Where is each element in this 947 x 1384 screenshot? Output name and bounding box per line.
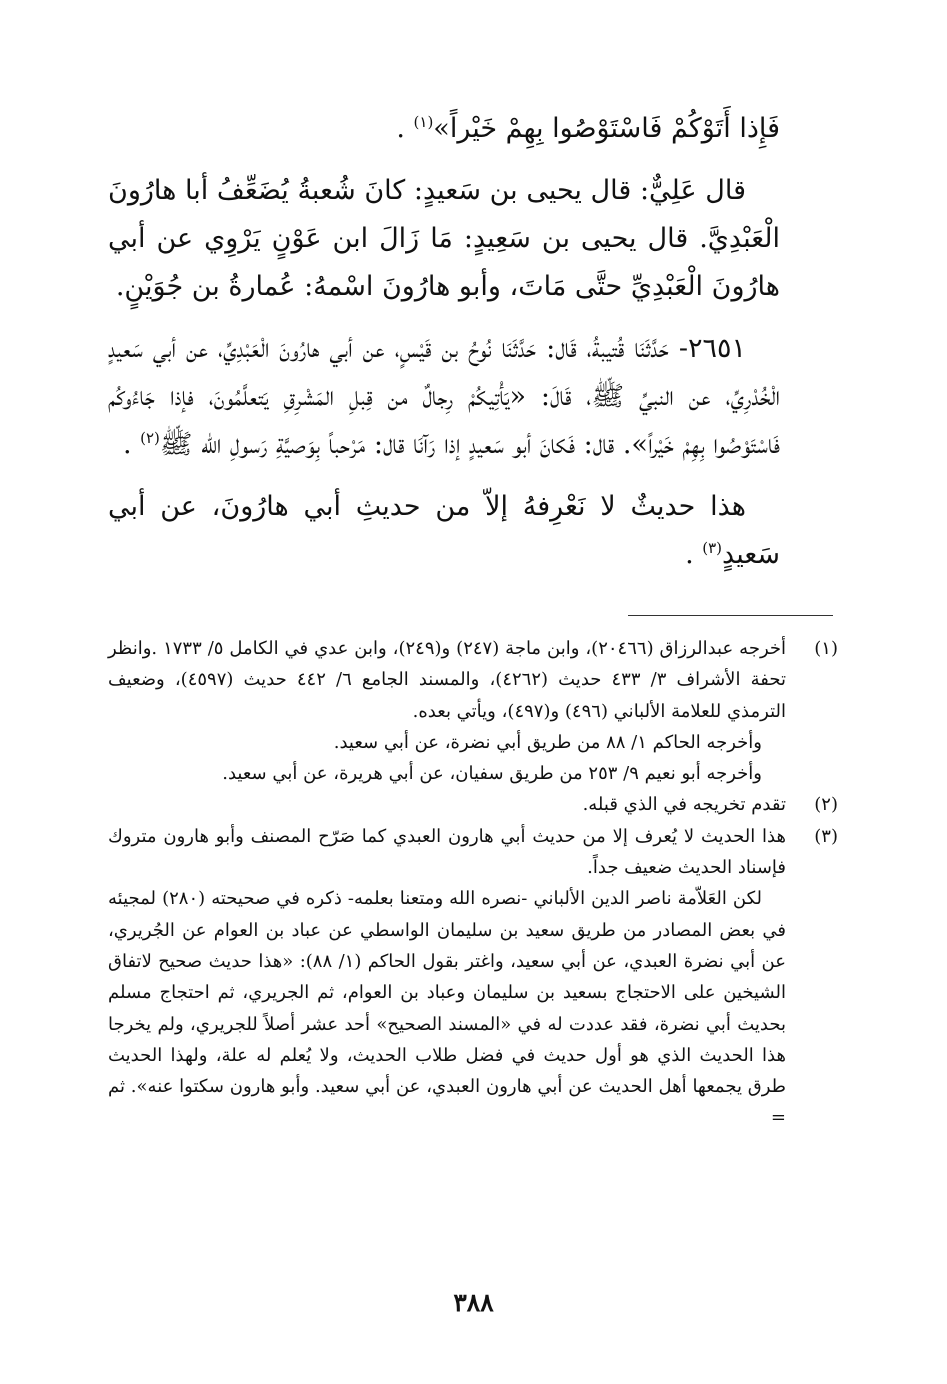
footnote-ref-3[interactable]: (٣) <box>702 539 723 557</box>
page-number: ٣٨٨ <box>453 1288 494 1317</box>
footnote-paragraph: لكن العَلاّمة ناصر الدين الألباني -نصره الله ومتعنا بعلمه- ذكره في صحيحته (٢٨٠) لمجيئه في بعض المصادر من طريق سعيد بن سليمان الواسطي عن عباد بن العوام عن الجُريري، عن أبي نضرة العبدي، عن أبي سعيد، واغتر بقول الحاكم (١/ ٨٨): «هذا حديث صحيح لاتفاق الشيخين على الاحتجاج بسعيد بن سليمان وعباد بن العوام، ثم الجريري، ثم احتجاج مسلم بحديث أبي نضرة، فقد عددت له في «المسند الصحيح» أحد عشر أصلاً للجريري، ولم يخرجا هذا الحديث الذي هو أول حديث في فضل طلاب الحديث، ولا يُعلم له علة، ولهذا الحديث طرق يجمعها أهل الحديث عن أبي هارون العبدي، عن أبي سعيد. وأبو هارون سكتوا عنه». ثم = <box>108 888 786 1129</box>
grading-paragraph: هذا حديثٌ لا نَعْرِفهُ إلاّ من حديثِ أبي هارُونَ، عن أبي سَعيدٍ$^{(٣)}$ . <box>108 491 780 570</box>
footnote-paragraph: هذا الحديث لا يُعرف إلا من حديث أبي هارون العبدي كما صَرّح المصنف وأبو هارون متروك فإسناد الحديث ضعيف جداً. <box>108 825 786 879</box>
footnote-ref-2[interactable]: (٢) <box>140 429 160 447</box>
commentary-paragraph: قال عَلِيٌّ: قال يحيى بن سَعيدٍ: كانَ شُعبةُ يُضَعِّفُ أبا هارُونَ الْعَبْدِيَّ. قال يحيى بن سَعِيدٍ: مَا زَالَ ابن عَوْنٍ يَرْوِي عن أبي هارُونَ الْعَبْدِيِّ حتَّى مَاتَ، وأبو هارُونَ اسْمهُ: عُمارةُ بن جُوَيْنٍ. <box>108 175 780 302</box>
footnote-1 <box>108 633 838 789</box>
footnote-2 <box>108 789 838 820</box>
footnotes <box>108 633 838 1134</box>
main-text <box>108 105 780 579</box>
hadith-2651: ٢٦٥١- حَدَّثَنَا قُتيبةُ، قَال: حَدَّثَنَا نُوحُ بن قَيْسٍ، عن أبي هارُونَ الْعَبْدِيِّ، عن أبي سَعيدٍ الْخُدْرِيِّ، عن النبيِّ ﷺ، قَالَ: «يَأْتِيكُمْ رِجالٌ من قِبلِ المَشْرِقِ يَتعلَّمُونَ، فإذا جَاءُوكُم فَاسْتَوْصُوا بِهِمْ خَيْراً». قال: فَكانَ أبو سَعيدٍ إذا رَآنَا قال: مَرْحباً بِوَصيَّةِ رَسولِ الله ﷺ$^{(٢)}$ . <box>108 333 780 460</box>
footnote-paragraph: وأخرجه أبو نعيم ٩/ ٢٥٣ من طريق سفيان، عن أبي هريرة، عن أبي سعيد. <box>222 763 762 785</box>
footnote-number: (٣) <box>814 825 838 847</box>
footnote-separator <box>628 615 833 616</box>
footnote-paragraph: وأخرجه الحاكم ١/ ٨٨ من طريق أبي نضرة، عن أبي سعيد. <box>333 731 762 753</box>
footnote-paragraph: تقدم تخريجه في الذي قبله. <box>582 794 786 816</box>
footnote-3 <box>108 821 838 1134</box>
footnote-paragraph: أخرجه عبدالرزاق (٢٠٤٦٦)، وابن ماجة (٢٤٧) و(٢٤٩)، وابن عدي في الكامل ٥/ ١٧٣٣ .وانظر تحفة الأشراف ٣/ ٤٣٣ حديث (٤٢٦٢)، والمسند الجامع ٦/ ٤٤٢ حديث (٤٥٩٧)، وضعيف الترمذي للعلامة الألباني (٤٩٦) و(٤٩٧)، ويأتي بعده. <box>108 638 787 722</box>
footnote-number: (١) <box>814 638 838 659</box>
footnote-ref-1[interactable]: (١) <box>413 113 434 131</box>
hadith-continuation: فَإِذا أَتَوْكُمْ فَاسْتَوْصُوا بِهِمْ خَيْراً»$^{(١)}$ . <box>396 113 780 144</box>
footnote-number: (٢) <box>814 794 838 816</box>
